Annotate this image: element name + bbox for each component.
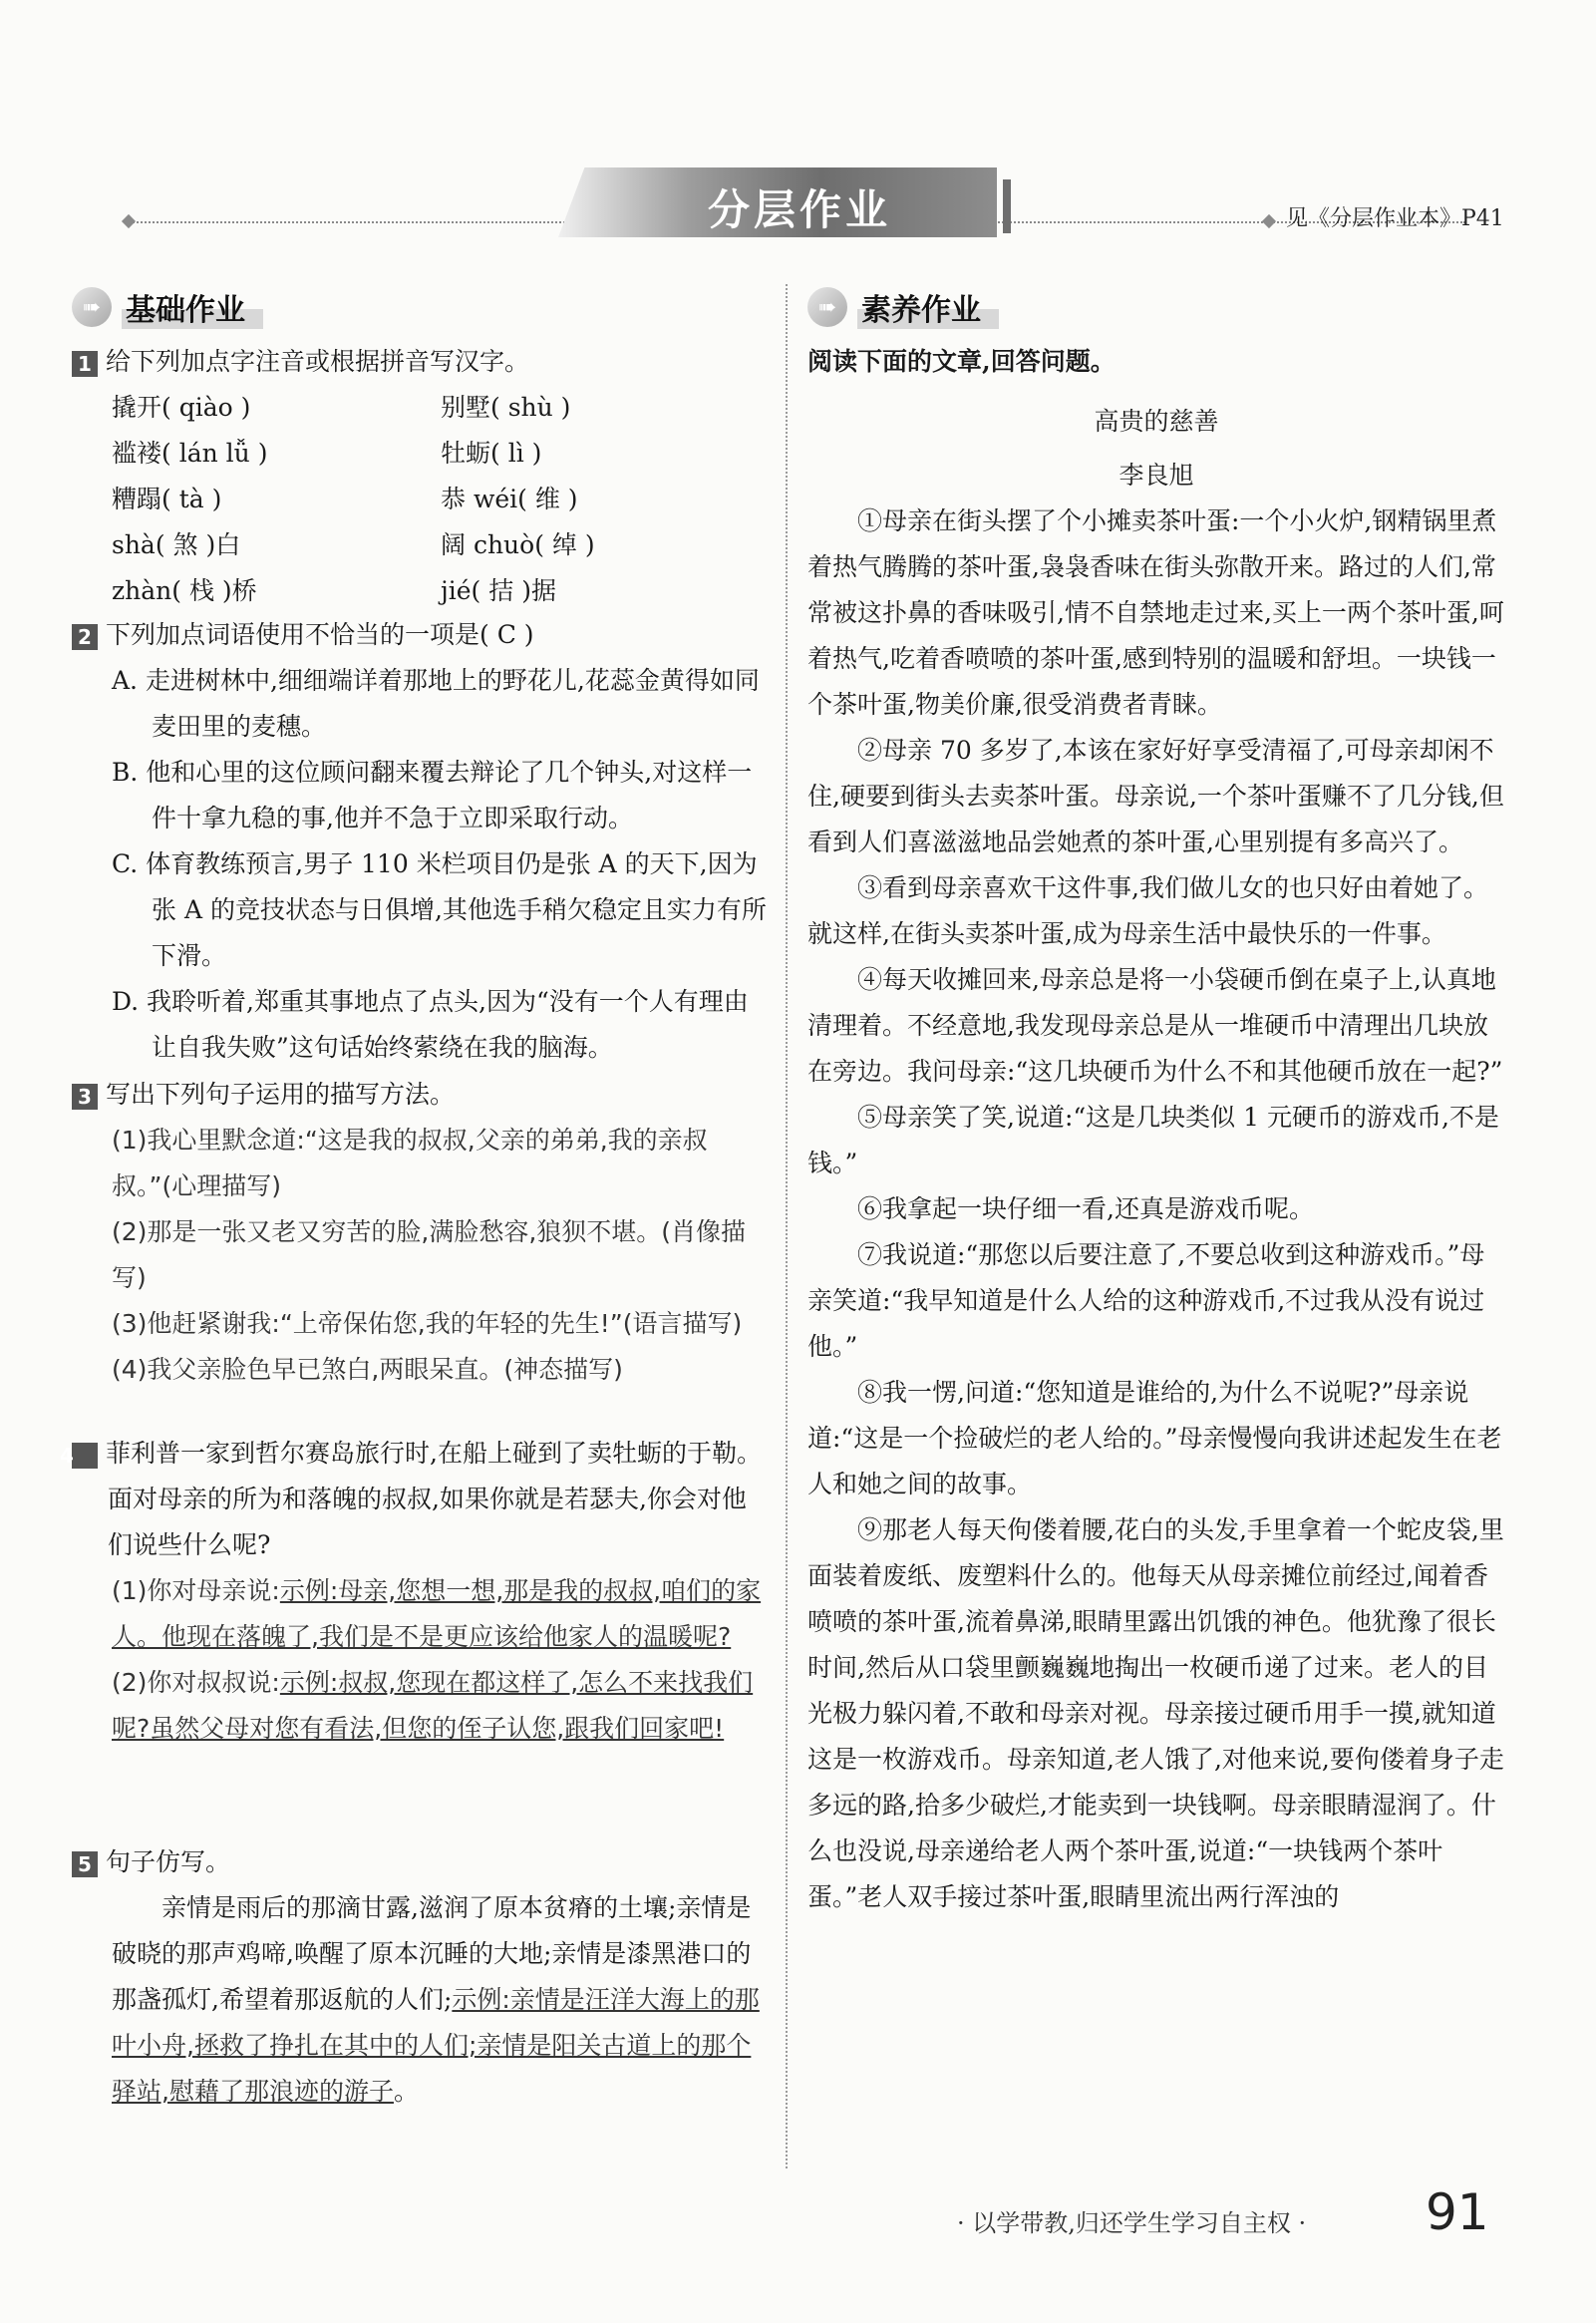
question-number: 4 bbox=[72, 1443, 98, 1469]
article-paragraph: ⑦我说道:“那您以后要注意了,不要总收到这种游戏币。”母亲笑道:“我早知道是什么人给的这种游戏币,不过我从没有说过他。” bbox=[807, 1240, 1485, 1361]
q3-item: (2)那是一张又老又穷苦的脸,满脸愁容,狼狈不堪。(肖像描写) bbox=[112, 1217, 747, 1292]
question-number: 5 bbox=[72, 1851, 98, 1877]
reading-intro: 阅读下面的文章,回答问题。 bbox=[807, 347, 1116, 376]
pinyin-item: 褴褛( lán lǚ ) bbox=[112, 439, 268, 468]
banner-title: 分层作业 bbox=[708, 185, 892, 234]
question-1 bbox=[72, 339, 770, 614]
article-author: 李良旭 bbox=[1118, 461, 1194, 490]
q3-item: (4)我父亲脸色早已煞白,两眼呆直。(神态描写) bbox=[112, 1355, 623, 1384]
answer-to-mother: 示例:母亲,您想一想,那是我的叔叔,咱们的家人。他现在落魄了,我们是不是更应该给他家人的温暖呢? bbox=[112, 1576, 762, 1651]
article-paragraph: ①母亲在街头摆了个小摊卖茶叶蛋:一个小火炉,钢精锅里煮着热气腾腾的茶叶蛋,袅袅香味在街头弥散开来。路过的人们,常常被这扑鼻的香味吸引,情不自禁地走过来,买上一两个茶叶蛋,呵着热气,吃着香喷喷的茶叶蛋,感到特别的温暖和舒坦。一块钱一个茶叶蛋,物美价廉,很受消费者青睐。 bbox=[807, 506, 1504, 719]
pinyin-item: 牡蛎( lì ) bbox=[441, 439, 542, 468]
question-number: 1 bbox=[72, 351, 98, 377]
pinyin-item: 阔 chuò( 绰 ) bbox=[441, 530, 595, 559]
q3-item: (3)他赶紧谢我:“上帝保佑您,我的年轻的先生!”(语言描写) bbox=[112, 1309, 743, 1338]
article-paragraph: ③看到母亲喜欢干这件事,我们做儿女的也只好由着她了。就这样,在街头卖茶叶蛋,成为母亲生活中最快乐的一件事。 bbox=[807, 873, 1488, 948]
imitation-end: 。 bbox=[393, 2077, 419, 2106]
basic-homework-header bbox=[72, 284, 263, 330]
article-body bbox=[807, 498, 1505, 1920]
article-paragraph: ④每天收摊回来,母亲总是将一小袋硬币倒在桌子上,认真地清理着。不经意地,我发现母亲总是从一堆硬币中清理出几块放在旁边。我问母亲:“这几块硬币为什么不和其他硬币放在一起?” bbox=[807, 965, 1503, 1086]
pinyin-item: 糟蹋( tà ) bbox=[112, 485, 222, 513]
q3-item: (1)我心里默念道:“这是我的叔叔,父亲的弟弟,我的亲叔叔。”(心理描写) bbox=[112, 1126, 708, 1200]
pinyin-item: jié( 拮 )据 bbox=[441, 576, 556, 605]
question-prompt: 写出下列句子运用的描写方法。 bbox=[106, 1080, 456, 1109]
question-prompt: 句子仿写。 bbox=[106, 1847, 231, 1876]
column-divider bbox=[786, 284, 788, 2168]
basic-homework-label: 基础作业 bbox=[122, 285, 263, 329]
reading-section bbox=[807, 339, 1505, 1920]
pinyin-item: 恭 wéi( 维 ) bbox=[441, 485, 578, 513]
article-paragraph: ⑨那老人每天佝偻着腰,花白的头发,手里拿着一个蛇皮袋,里面装着废纸、废塑料什么的。他每天从母亲摊位前经过,闻着香喷喷的茶叶蛋,流着鼻涕,眼睛里露出饥饿的神色。他犹豫了很长时间,然后从口袋里颤巍巍地掏出一枚硬币递了过来。老人的目光极力躲闪着,不敢和母亲对视。母亲接过硬币用手一摸,就知道这是一枚游戏币。母亲知道,老人饿了,对他来说,要佝偻着身子走多远的路,拾多少破烂,才能卖到一块钱啊。母亲眼睛湿润了。什么也没说,母亲递给老人两个茶叶蛋,说道:“一块钱两个茶叶蛋。”老人双手接过茶叶蛋,眼睛里流出两行浑浊的 bbox=[807, 1515, 1504, 1911]
question-number: 3 bbox=[72, 1084, 98, 1110]
question-2 bbox=[72, 612, 770, 1071]
article-paragraph: ⑤母亲笑了笑,说道:“这是几块类似 1 元硬币的游戏币,不是钱。” bbox=[807, 1103, 1499, 1177]
question-prompt: 菲利普一家到哲尔赛岛旅行时,在船上碰到了卖牡蛎的于勒。面对母亲的所为和落魄的叔叔,如果你就是若瑟夫,你会对他们说些什么呢? bbox=[106, 1439, 762, 1559]
question-number: 2 bbox=[72, 624, 98, 650]
reference-note: 见《分层作业本》P41 bbox=[1286, 206, 1504, 231]
page-motto: · 以学带教,归还学生学习自主权 · bbox=[957, 2209, 1307, 2237]
answer-to-uncle: 示例:叔叔,您现在都这样了,怎么不来找我们呢?虽然父母对您有看法,但您的侄子认您,跟我们回家吧! bbox=[112, 1668, 754, 1743]
option-b: B. 他和心里的这位顾问翻来覆去辩论了几个钟头,对这样一件十拿九稳的事,他并不急于立即采取行动。 bbox=[112, 758, 753, 832]
question-prompt: 下列加点词语使用不恰当的一项是( C ) bbox=[106, 620, 534, 649]
imitation-source: 亲情是雨后的那滴甘露,滋润了原本贫瘠的土壤;亲情是破晓的那声鸡啼,唤醒了原本沉睡的大地;亲情是漆黑港口的那盏孤灯,希望着那返航的人们; bbox=[112, 1893, 752, 2014]
pinyin-item: zhàn( 栈 )桥 bbox=[112, 576, 257, 605]
imitation-answer: 示例:亲情是汪洋大海上的那叶小舟,拯救了挣扎在其中的人们;亲情是阳关古道上的那个驿站,慰藉了那浪迹的游子 bbox=[112, 1985, 760, 2106]
article-paragraph: ②母亲 70 多岁了,本该在家好好享受清福了,可母亲却闲不住,硬要到街头去卖茶叶蛋。母亲说,一个茶叶蛋赚不了几分钱,但看到人们喜滋滋地品尝她煮的茶叶蛋,心里别提有多高兴了。 bbox=[807, 736, 1504, 856]
banner-diamond-left bbox=[122, 214, 136, 228]
page-number: 91 bbox=[1426, 2183, 1489, 2241]
option-c: C. 体育教练预言,男子 110 米栏项目仍是张 A 的天下,因为张 A 的竞技状态与日俱增,其他选手稍欠稳定且实力有所下滑。 bbox=[112, 849, 767, 970]
article-paragraph: ⑥我拿起一块仔细一看,还真是游戏币呢。 bbox=[857, 1194, 1314, 1223]
article-title: 高贵的慈善 bbox=[1094, 407, 1219, 436]
arrow-icon: ➠ bbox=[807, 287, 847, 327]
question-3 bbox=[72, 1072, 770, 1393]
pinyin-item: 撬开( qiào ) bbox=[112, 393, 251, 422]
option-d: D. 我聆听着,郑重其事地点了点头,因为“没有一个人有理由让自我失败”这句话始终萦绕在我的脑海。 bbox=[112, 987, 749, 1062]
option-a: A. 走进树林中,细细端详着那地上的野花儿,花蕊金黄得如同麦田里的麦穗。 bbox=[112, 666, 760, 741]
literacy-homework-label: 素养作业 bbox=[857, 285, 999, 329]
article-paragraph: ⑧我一愣,问道:“您知道是谁给的,为什么不说呢?”母亲说道:“这是一个捡破烂的老人给的。”母亲慢慢向我讲述起发生在老人和她之间的故事。 bbox=[807, 1378, 1502, 1498]
pinyin-grid bbox=[72, 385, 770, 614]
literacy-homework-header bbox=[807, 284, 999, 330]
question-prompt: 给下列加点字注音或根据拼音写汉字。 bbox=[106, 347, 530, 376]
question-4 bbox=[60, 1431, 770, 1752]
banner-diamond-right bbox=[1262, 214, 1276, 228]
banner-bar bbox=[1003, 179, 1011, 233]
arrow-icon: ➠ bbox=[72, 287, 112, 327]
question-5 bbox=[72, 1839, 770, 2115]
answer-label: (2)你对叔叔说: bbox=[112, 1668, 280, 1697]
pinyin-item: 别墅( shù ) bbox=[441, 393, 571, 422]
pinyin-item: shà( 煞 )白 bbox=[112, 530, 241, 559]
answer-label: (1)你对母亲说: bbox=[112, 1576, 280, 1605]
